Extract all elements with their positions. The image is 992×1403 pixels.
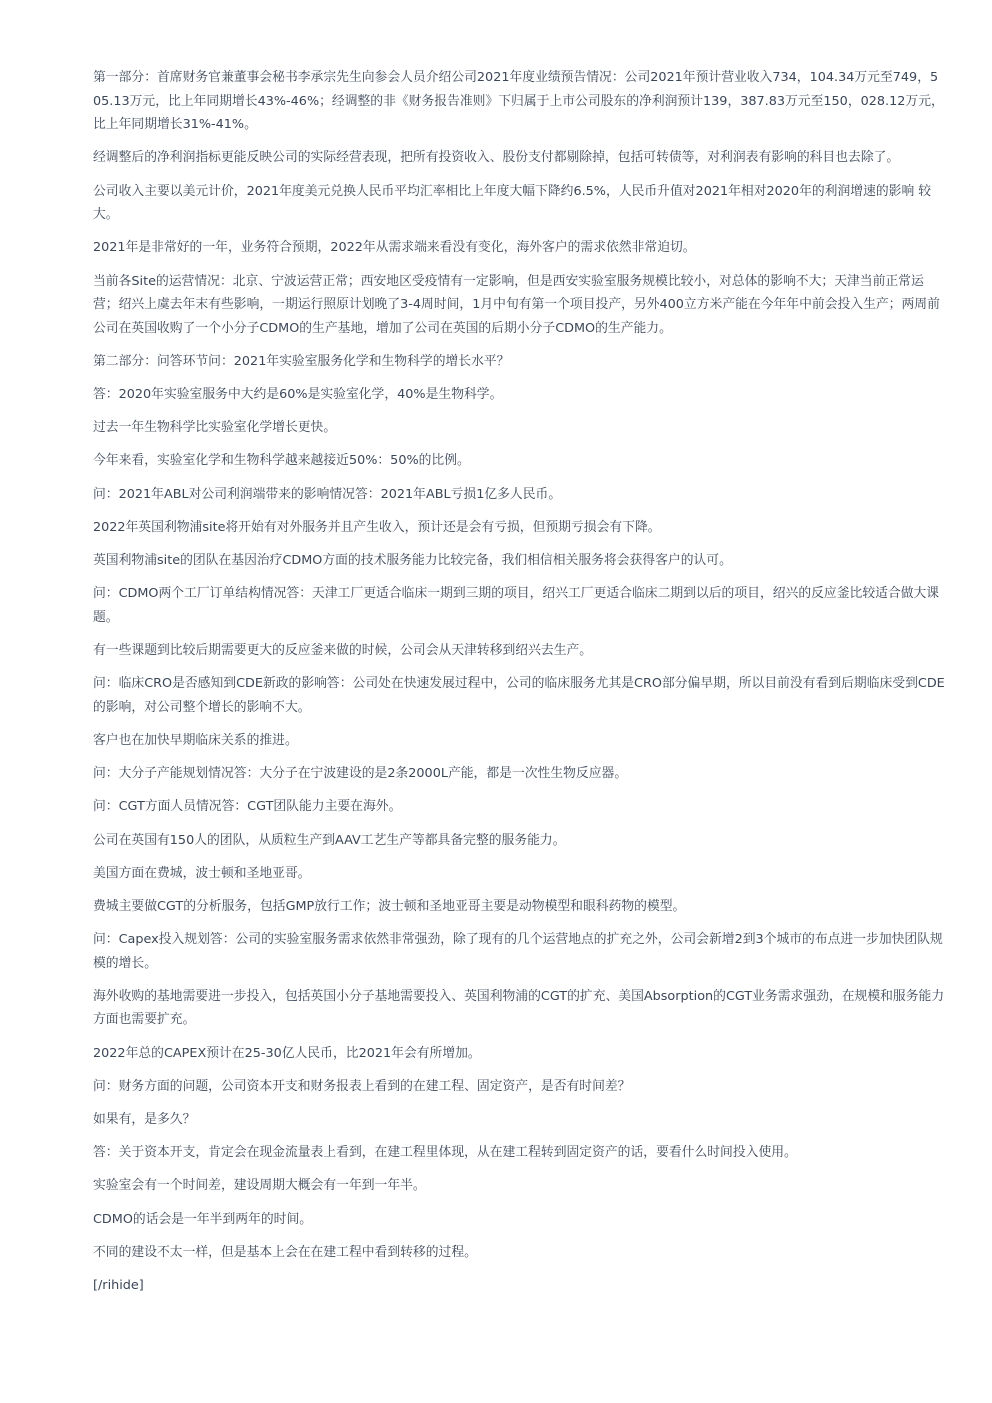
paragraph-27: 答：关于资本开支，肯定会在现金流量表上看到，在建工程里体现，从在建工程转到固定资产的话，要看什么时间投入使用。: [93, 1145, 797, 1161]
paragraph-19: 公司在英国有150人的团队，从质粒生产到AAV工艺生产等都具备完整的服务能力。: [93, 832, 566, 848]
paragraph-4: 2021年是非常好的一年，业务符合预期，2022年从需求端来看没有变化，海外客户的需求依然非常迫切。: [93, 240, 696, 256]
paragraph-15: 问：临床CRO是否感知到CDE新政的影响答：公司处在快速发展过程中，公司的临床服务尤其是CRO部分偏早期，所以目前没有看到后期临床受到CDE的影响，对公司整个增长的影响不大。: [93, 676, 945, 715]
paragraph-2: 经调整后的净利润指标更能反映公司的实际经营表现，把所有投资收入、股份支付都剔除掉，包括可转债等，对利润表有影响的科目也去除了。: [93, 150, 900, 166]
paragraph-11: 2022年英国利物浦site将开始有对外服务并且产生收入，预计还是会有亏损，但预期亏损会有下降。: [93, 519, 661, 535]
paragraph-25: 问：财务方面的问题，公司资本开支和财务报表上看到的在建工程、固定资产，是否有时间差？: [93, 1078, 631, 1094]
paragraph-18: 问：CGT方面人员情况答：CGT团队能力主要在海外。: [93, 799, 402, 815]
paragraph-14: 有一些课题到比较后期需要更大的反应釜来做的时候，公司会从天津转移到绍兴去生产。: [93, 643, 593, 658]
paragraph-20: 美国方面在费城，波士顿和圣地亚哥。: [93, 865, 311, 881]
paragraph-1: 第一部分：首席财务官兼董事会秘书李承宗先生向参会人员介绍公司2021年度业绩预告情况：公司2021年预计营业收入734，104.34万元至749，505.13万元，比上年同期增长43%-46%；经调整的非《财务报告准则》下归属于上市公司股东的净利润预计139，387.83万元至150，028.12万元，比上年同期增长31%-41%。: [93, 70, 944, 133]
paragraph-5: 当前各Site的运营情况：北京、宁波运营正常；西安地区受疫情有一定影响，但是西安实验室服务规模比较小，对总体的影响不大；天津当前正常运营；绍兴上虞去年末有些影响，一期运行照原计划晚了3-4周时间，1月中旬有第一个项目投产，另外400立方米产能在今年年中前会投入生产；两周前公司在英国收购了一个小分子CDMO的生产基地，增加了公司在英国的后期小分子CDMO的生产能力。: [93, 273, 940, 336]
paragraph-9: 今年来看，实验室化学和生物科学越来越接近50%：50%的比例。: [93, 453, 470, 469]
paragraph-28: 实验室会有一个时间差，建设周期大概会有一年到一年半。: [93, 1178, 426, 1194]
paragraph-6: 第二部分：问答环节问：2021年实验室服务化学和生物科学的增长水平？: [93, 353, 510, 369]
paragraph-17: 问：大分子产能规划情况答：大分子在宁波建设的是2条2000L产能，都是一次性生物反应器。: [93, 766, 628, 782]
paragraph-24: 2022年总的CAPEX预计在25-30亿人民币，比2021年会有所增加。: [93, 1045, 481, 1061]
paragraph-12: 英国利物浦site的团队在基因治疗CDMO方面的技术服务能力比较完备，我们相信相关服务将会获得客户的认可。: [93, 553, 732, 569]
document-body: [93, 66, 945, 1307]
paragraph-8: 过去一年生物科学比实验室化学增长更快。: [93, 420, 337, 436]
paragraph-26: 如果有，是多久？: [93, 1112, 196, 1128]
paragraph-23: 海外收购的基地需要进一步投入，包括英国小分子基地需要投入、英国利物浦的CGT的扩充、美国Absorption的CGT业务需求强劲，在规模和服务能力方面也需要扩充。: [93, 988, 945, 1028]
paragraph-10: 问：2021年ABL对公司利润端带来的影响情况答：2021年ABL亏损1亿多人民币。: [93, 486, 562, 502]
paragraph-29: CDMO的话会是一年半到两年的时间。: [93, 1211, 313, 1227]
paragraph-22: 问：Capex投入规划答：公司的实验室服务需求依然非常强劲，除了现有的几个运营地点的扩充之外，公司会新增2到3个城市的布点进一步加快团队规模的增长。: [93, 932, 943, 971]
closing-tag-text: [/rihide]: [93, 1277, 144, 1293]
paragraph-13: 问：CDMO两个工厂订单结构情况答：天津工厂更适合临床一期到三期的项目，绍兴工厂更适合临床二期到以后的项目，绍兴的反应釜比较适合做大课题。: [93, 586, 940, 625]
paragraph-3: 公司收入主要以美元计价，2021年度美元兑换人民币平均汇率相比上年度大幅下降约6.5%，人民币升值对2021年相对2020年的利润增速的影响 较大。: [93, 183, 932, 223]
paragraph-16: 客户也在加快早期临床关系的推进。: [93, 732, 298, 748]
paragraph-21: 费城主要做CGT的分析服务，包括GMP放行工作；波士顿和圣地亚哥主要是动物模型和眼科药物的模型。: [93, 898, 686, 914]
paragraph-30: 不同的建设不太一样，但是基本上会在在建工程中看到转移的过程。: [93, 1244, 477, 1260]
paragraph-7: 答：2020年实验室服务中大约是60%是实验室化学，40%是生物科学。: [93, 387, 503, 403]
